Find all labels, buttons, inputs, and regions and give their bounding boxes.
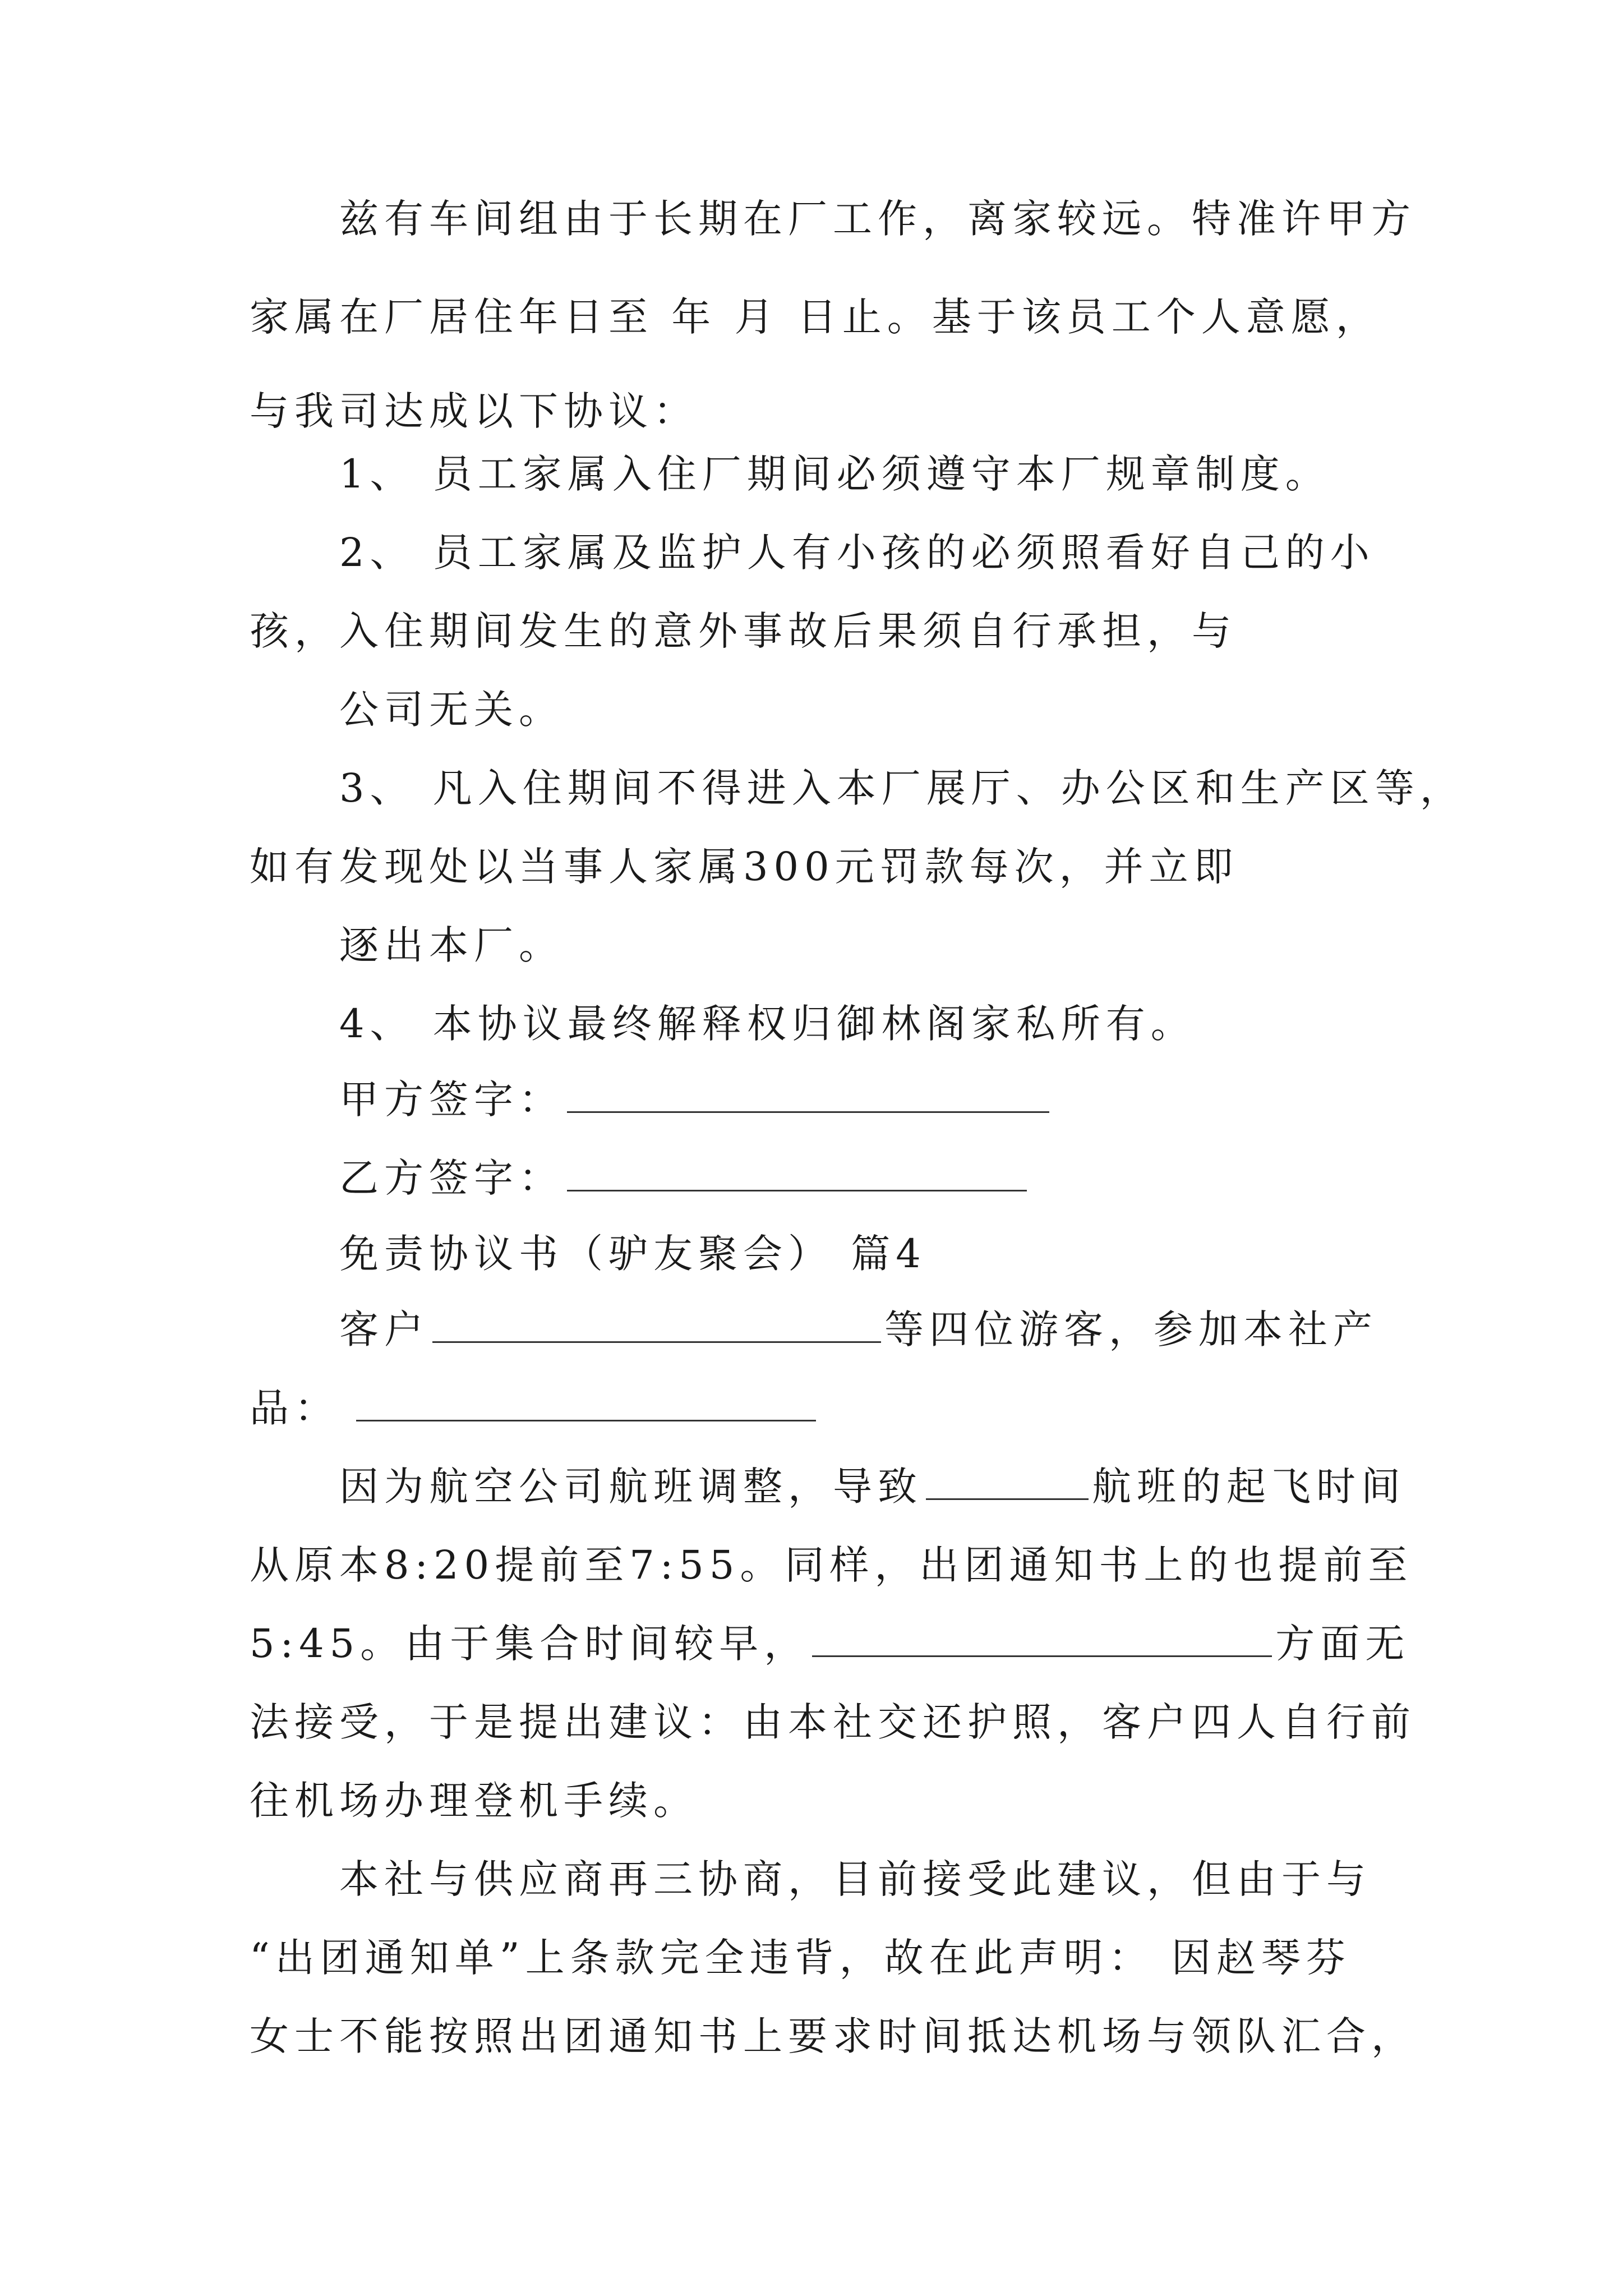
line-text: 客户	[339, 1306, 429, 1352]
paragraph-line	[339, 920, 564, 970]
line-text: 逐出本厂。	[339, 922, 564, 968]
line-text: 等四位游客，参加本社产	[884, 1306, 1378, 1352]
paragraph-line	[339, 1461, 1406, 1512]
line-text: 往机场办理登机手续。	[250, 1778, 698, 1824]
line-text: 孩，入住期间发生的意外事故后果须自行承担，与	[250, 608, 1237, 654]
line-text: 4、 本协议最终解释权归御林阁家私所有。	[339, 1001, 1196, 1047]
line-text: 2、 员工家属及监护人有小孩的必须照看好自己的小	[339, 530, 1375, 576]
line-text: 品：	[250, 1385, 339, 1431]
line-text: 乙方签字：	[339, 1155, 564, 1201]
line-text: 法接受，于是提出建议：由本社交还护照，客户四人自行前	[250, 1699, 1416, 1745]
line-text: “出团通知单”上条款完全违背，故在此声明： 因赵琴芬	[250, 1935, 1351, 1981]
line-text: 本社与供应商再三协商，目前接受此建议，但由于与	[339, 1856, 1371, 1902]
list-item-4	[339, 999, 1196, 1049]
paragraph-line	[250, 2011, 1416, 2062]
list-item-3	[339, 763, 1465, 813]
fill-blank	[812, 1622, 1272, 1657]
line-text: 1、 员工家属入住厂期间必须遵守本厂规章制度。	[339, 451, 1330, 497]
line-text: 与我司达成以下协议：	[250, 388, 698, 434]
line-text: 如有发现处以当事人家属300元罚款每次，并立即	[250, 844, 1239, 890]
fill-blank	[926, 1465, 1089, 1500]
fill-blank	[356, 1386, 816, 1421]
list-item-2	[339, 527, 1375, 578]
line-text: 航班的起飞时间	[1092, 1464, 1406, 1510]
paragraph-line	[339, 684, 564, 735]
line-text: 从原本8:20提前至7:55。同样，出团通知书上的也提前至	[250, 1542, 1413, 1588]
line-text: 家属在厂居住年日至 年 月 日止。基于该员工个人意愿，	[250, 294, 1381, 340]
paragraph-line	[250, 1540, 1413, 1590]
fill-blank	[432, 1308, 881, 1343]
paragraph-line	[250, 1618, 1410, 1669]
paragraph-line	[250, 1932, 1351, 1983]
paragraph-line	[250, 1383, 819, 1433]
line-text: 女士不能按照出团通知书上要求时间抵达机场与领队汇合，	[250, 2013, 1416, 2059]
paragraph-line	[250, 292, 1381, 342]
paragraph-line	[250, 606, 1237, 656]
line-text: 公司无关。	[339, 687, 564, 733]
paragraph-line	[250, 386, 698, 436]
paragraph-line	[250, 1775, 698, 1826]
section-heading	[339, 1228, 926, 1279]
line-text: 3、 凡入住期间不得进入本厂展厅、办公区和生产区等，	[339, 765, 1465, 811]
party-a-signature	[339, 1074, 1053, 1125]
paragraph-line	[250, 1697, 1416, 1747]
paragraph-line	[250, 841, 1239, 892]
signature-blank	[567, 1078, 1049, 1113]
line-text: 5:45。由于集合时间较早，	[250, 1621, 809, 1667]
party-b-signature	[339, 1153, 1030, 1203]
signature-blank	[567, 1156, 1027, 1191]
list-item-1	[339, 449, 1330, 499]
line-text: 兹有车间组由于长期在厂工作，离家较远。特准许甲方	[339, 196, 1416, 242]
line-text: 因为航空公司航班调整，导致	[339, 1464, 923, 1510]
line-text: 免责协议书（驴友聚会） 篇4	[339, 1231, 926, 1277]
line-text: 方面无	[1275, 1621, 1410, 1667]
paragraph-line	[339, 1854, 1371, 1904]
paragraph-line	[339, 1304, 1378, 1355]
line-text: 甲方签字：	[339, 1076, 564, 1122]
paragraph-line	[339, 194, 1416, 244]
